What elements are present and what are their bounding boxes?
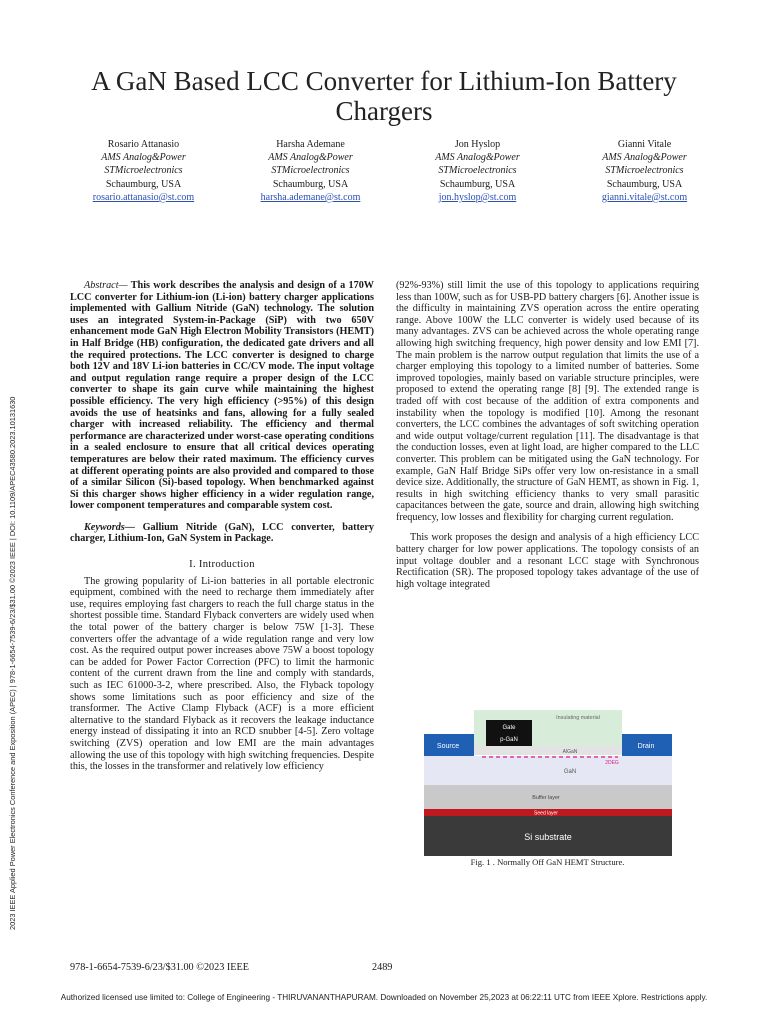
- keywords: [70, 522, 374, 545]
- author-name: Jon Hyslop: [454, 139, 501, 150]
- keywords-label: Keywords—: [84, 521, 135, 533]
- body-paragraph: (92%-93%) still limit the use of this topology to applications requiring less than 100W, such as for USB-PD battery chargers [6]. Another issue is the difficulty in maintaining ZVS operation across the entire operating range. Above 100W the LLC converter is widely used because of its many advantages. ZVS can be achieved across the whole operating range allowing high switching frequency, high power density and low EMI [7]. The main problem is the narrow output regulation that limits the use of a charger employing this topology to a limited number of batteries. Some improved topologies, mainly based on variable structure principles, were proposed to extend the operating range [8] [9]. The extended range is traded off with cost because of the addition of extra components and instability when the topology is modified [10]. Among the resonant converters, the LCC combines the advantages of soft switching operation and wide output voltage/current regulation [11]. The disadvantage is that the conduction losses, even at light load, are higher compared to the LLC converter. This problem can be mitigated using the GaN technology. For example, GaN Half Bridge SiPs offer very low on-resistance in a small device size. Additionally, the structure of GaN HEMT, as shown in Fig. 1, results in high switching efficiency thanks to very small parasitic capacitances between the gate, source and drain, allowing high switching frequency, low losses and flexibility for charging current regulation.: [396, 280, 699, 523]
- right-column: [396, 280, 699, 590]
- substrate-label: Si substrate: [524, 832, 572, 842]
- gan-hemt-structure-figure: [424, 710, 672, 856]
- author-email-link[interactable]: gianni.vitale@st.com: [601, 191, 688, 203]
- abstract-label: Abstract—: [84, 280, 128, 291]
- footer-copyright: 978-1-6654-7539-6/23/$31.00 ©2023 IEEE: [70, 962, 249, 973]
- author-affiliation: AMS Analog&Power: [435, 152, 520, 164]
- author-affiliation: STMicroelectronics: [271, 165, 350, 177]
- page-number: 2489: [372, 962, 393, 973]
- algan-layer: [474, 746, 622, 755]
- author-name: Gianni Vitale: [617, 139, 672, 150]
- author-affiliation: STMicroelectronics: [104, 165, 183, 177]
- paper-title: A GaN Based LCC Converter for Lithium-Ion Battery Chargers: [91, 66, 677, 126]
- author-block: [227, 138, 394, 204]
- section-heading: I. Introduction: [189, 559, 255, 571]
- author-name: Rosario Attanasio: [107, 139, 180, 150]
- author-affiliation: STMicroelectronics: [438, 165, 517, 177]
- seed-label: Seed layer: [534, 810, 558, 817]
- author-affiliation: AMS Analog&Power: [268, 152, 353, 164]
- gate-label: Gate: [502, 725, 516, 731]
- author-email-link[interactable]: harsha.ademane@st.com: [260, 191, 361, 203]
- keywords-text: Gallium Nitride (GaN), LCC converter, battery charger, Lithium-Ion, GaN System in Package.: [70, 521, 374, 545]
- 2deg-label: 2DEG: [605, 760, 619, 766]
- drain-label: Drain: [637, 743, 655, 750]
- intro-paragraph: The growing popularity of Li-ion batteries in all portable electronic equipment, combined with the need to recharge them immediately after use, requires employing fast chargers to reach the full charge status in the shortest possible time. Standard Flyback converters are widely used when the total power of the battery charger is below 75W [1-3]. These converters offer the advantage of a wide regulation range and very low cost. As the required output power increases above 75W a boost topology can be added for Power Factor Correction (PFC) to limit the harmonic content of the current drawn from the line and comply with standards, such as IEC 61000-3-2, where prescribed. Also, the Flyback topology shows some limitations such as poor efficiency and size of the transformer. The Active Clamp Flyback (ACF) is a more efficient alternative to the standard Flyback as it recovers the leakage inductance energy instead of dissipating it into an RCD snubber [4-5]. Zero voltage switching (ZVS) operation and low EMI are the main advantages allowing the use of this topology with high switching frequencies. Despite this, the losses in the transformer and relatively low efficiency: [70, 575, 374, 773]
- author-email-link[interactable]: jon.hyslop@st.com: [438, 191, 517, 203]
- conference-sidebar: 2023 IEEE Applied Power Electronics Conference and Exposition (APEC) | 978-1-6654-7539-6/23/$31.00 ©2023 IEEE | DOI: 10.1109/APEC43580.2023.10131630: [8, 396, 17, 930]
- author-affiliation: STMicroelectronics: [605, 165, 684, 177]
- author-location: Schaumburg, USA: [606, 178, 683, 190]
- author-location: Schaumburg, USA: [272, 178, 349, 190]
- author-list: [60, 138, 728, 204]
- author-block: [561, 138, 728, 204]
- author-affiliation: AMS Analog&Power: [602, 152, 687, 164]
- body-paragraph: This work proposes the design and analysis of a high efficiency LCC battery charger for low power applications. The topology consists of an input voltage doubler and a resonant LCC stage with Synchronous Rectification (SR). The proposed topology takes advantage of the use of high voltage integrated: [396, 532, 699, 590]
- source-label: Source: [436, 743, 460, 750]
- author-location: Schaumburg, USA: [439, 178, 516, 190]
- gan-layer: [424, 756, 672, 785]
- buffer-label: Buffer layer: [532, 795, 560, 801]
- author-email-link[interactable]: rosario.attanasio@st.com: [92, 191, 195, 203]
- insulating-label: Insulating material: [556, 715, 600, 721]
- author-affiliation: AMS Analog&Power: [101, 152, 186, 164]
- algan-label: AlGaN: [562, 749, 578, 755]
- author-block: [60, 138, 227, 204]
- license-notice: Authorized licensed use limited to: College of Engineering - THIRUVANANTHAPURAM. Downloaded on November 25,2023 at 06:22:11 UTC from IEEE Xplore. Restrictions apply.: [60, 993, 708, 1002]
- abstract: [70, 280, 374, 512]
- left-column: [70, 280, 374, 773]
- author-location: Schaumburg, USA: [105, 178, 182, 190]
- pgan-label: p-GaN: [500, 737, 518, 743]
- figure-caption: Fig. 1 . Normally Off GaN HEMT Structure.: [470, 857, 625, 867]
- author-name: Harsha Ademane: [276, 139, 345, 150]
- gan-label: GaN: [563, 769, 577, 775]
- author-block: [394, 138, 561, 204]
- abstract-text: This work describes the analysis and design of a 170W LCC converter for Lithium-ion (Li-ion) battery charger applications implemented with Gallium Nitride (GaN) technology. The solution uses an integrated System-in-Package (SiP) with two 650V enhancement mode GaN High Electron Mobility Transistors (HEMT) in Half Bridge (HB) configuration, the dedicated gate drivers and all the required protections. The LCC converter is designed to charge both 12V and 18V Li-ion batteries in CC/CV mode. The input voltage and output regulation range require a proper design of the LCC converter to shape its gain curve while maintaining the highest possible efficiency. The very high efficiency (>95%) of this design avoids the use of heatsinks and fans, allowing for a fully sealed charger with increased reliability. The efficiency and thermal performance are characterized under worst-case operating conditions in a sealed enclosure to ensure that all critical devices operating temperatures are below their rated maximum. The efficiency curves at different operating points are also provided and compared to those of a similar Silicon (Si)-based topology. When benchmarked against Si this charger shows higher efficiency in a wider regulation range, lower component temperatures and comparable system cost.: [70, 280, 374, 512]
